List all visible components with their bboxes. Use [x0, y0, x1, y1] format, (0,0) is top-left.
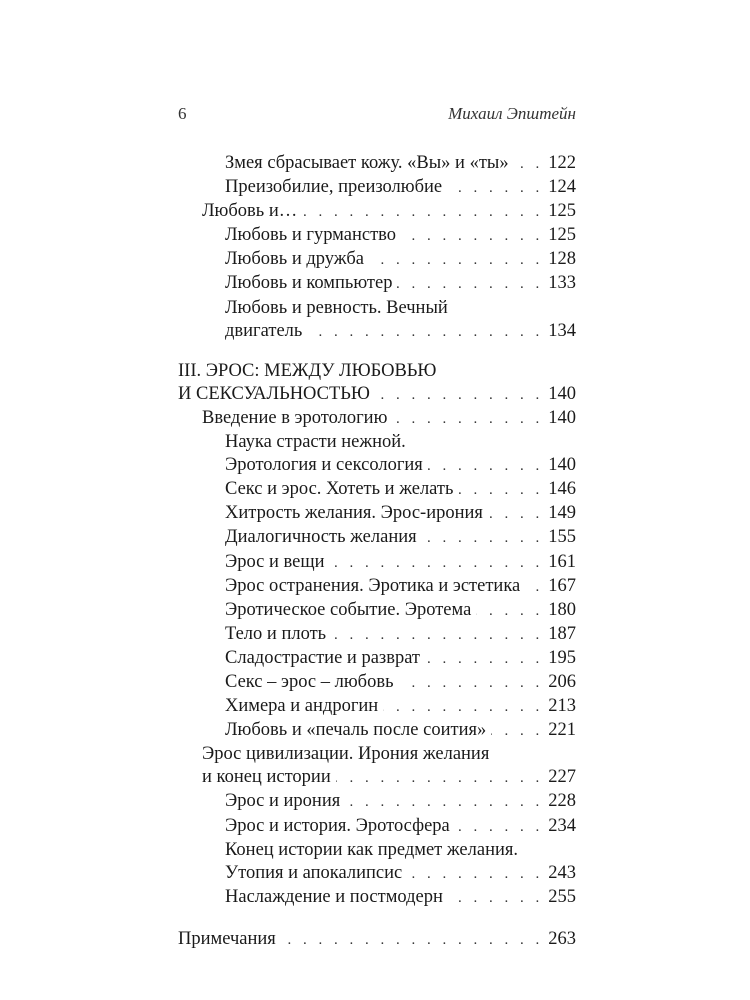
toc-entry-title: Сладострастие и разврат	[225, 647, 421, 668]
toc-entry	[178, 862, 576, 886]
toc-entry-page: 180	[548, 599, 576, 620]
toc-entry-page: 167	[548, 575, 576, 596]
dot-leader	[330, 552, 544, 575]
toc-entry-page: 155	[548, 527, 576, 548]
toc-entry-page: 140	[548, 407, 576, 428]
toc-entry-title: Преизобилие, преизолюбие	[225, 177, 443, 198]
toc-entry-page: 125	[548, 201, 576, 222]
dot-leader	[491, 720, 543, 743]
toc-entry	[178, 272, 576, 296]
toc-entry-page: 228	[548, 791, 576, 812]
toc-part-heading	[178, 383, 576, 407]
dot-leader	[302, 201, 543, 224]
toc-entry	[178, 478, 576, 502]
toc-entry	[178, 407, 576, 431]
toc-entry-title: Химера и андрогин	[225, 696, 379, 717]
toc-entry-page: 140	[548, 455, 576, 476]
toc-entry-title: Секс – эрос – любовь	[225, 671, 394, 692]
toc-entry	[178, 790, 576, 814]
toc-entry	[178, 671, 576, 695]
toc-entry	[178, 886, 576, 910]
toc-entry-title: Эрос и ирония	[225, 791, 341, 812]
toc-entry-title: Хитрость желания. Эрос-ирония	[225, 503, 483, 524]
toc-entry-page: 234	[548, 815, 576, 836]
toc-entry-title: двигатель	[225, 320, 303, 341]
toc-entry-title: Любовь и «печаль после соития»	[225, 720, 487, 741]
dot-leader	[455, 816, 543, 839]
dot-leader	[383, 696, 543, 719]
dot-leader	[428, 455, 543, 478]
running-header	[178, 104, 576, 124]
toc-entry	[178, 320, 576, 344]
running-head-author: Михаил Эпштейн	[448, 104, 576, 123]
toc-entry-title: Утопия и апокалипсис	[225, 862, 403, 883]
dot-leader	[458, 479, 543, 502]
dot-leader	[488, 503, 543, 526]
toc-entry	[178, 695, 576, 719]
toc-entry-page: 227	[548, 767, 576, 788]
toc-entry	[178, 551, 576, 575]
toc-entry	[178, 248, 576, 272]
toc-entry	[178, 719, 576, 743]
toc-entry-title: Тело и плоть	[225, 623, 327, 644]
toc-entry	[178, 152, 576, 176]
toc-entry	[178, 224, 576, 248]
toc-entry-page: 243	[548, 862, 576, 883]
dot-leader	[375, 384, 543, 407]
toc-entry-page: 125	[548, 225, 576, 246]
toc-entry-line: Конец истории как предмет желания.	[225, 839, 519, 860]
toc-entry-title: Любовь и гурманство	[225, 225, 397, 246]
toc-entry-title: Любовь и дружба	[225, 249, 364, 270]
toc-entry-title: Любовь и…	[202, 201, 298, 222]
toc-entry-page: 221	[548, 720, 576, 741]
toc-entry-title: Эрос и история. Эротосфера	[225, 815, 450, 836]
toc-entry-title: Наслаждение и постмодерн	[225, 886, 443, 907]
dot-leader	[397, 273, 543, 296]
toc-entry-title: Диалогичность желания	[225, 527, 417, 548]
toc-entry-title: Секс и эрос. Хотеть и желать	[225, 479, 454, 500]
toc-entry-title: Эротология и сексология	[225, 455, 423, 476]
toc-entry-page: 255	[548, 886, 576, 907]
toc-entry-title: Введение в эротологию	[202, 407, 388, 428]
dot-leader	[422, 527, 544, 550]
toc-entry-page: 134	[548, 320, 576, 341]
toc-entry-title: Эротическое событие. Эротема	[225, 599, 472, 620]
dot-leader	[447, 177, 543, 200]
dot-leader	[281, 929, 543, 952]
dot-leader	[476, 600, 543, 623]
toc-entry	[178, 815, 576, 839]
dot-leader	[399, 672, 544, 695]
toc-entry-page: 128	[548, 249, 576, 270]
toc-entry	[178, 599, 576, 623]
dot-leader	[392, 408, 543, 431]
toc-entry-page: 124	[548, 177, 576, 198]
toc-entry-title: Эрос остранения. Эротика и эстетика	[225, 575, 521, 596]
toc-entry-page: 140	[548, 383, 576, 404]
dot-leader	[407, 863, 543, 886]
toc-entry-notes	[178, 928, 576, 952]
toc-entry-page: 206	[548, 671, 576, 692]
toc-entry-line: Любовь и ревность. Вечный	[225, 297, 448, 318]
dot-leader	[448, 887, 543, 910]
toc-entry-page: 149	[548, 503, 576, 524]
toc-entry-title: Любовь и компьютер	[225, 273, 393, 294]
table-of-contents	[178, 152, 576, 952]
toc-entry-page: 213	[548, 696, 576, 717]
dot-leader	[425, 648, 543, 671]
toc-entry-page: 122	[548, 153, 576, 173]
toc-entry-page: 195	[548, 647, 576, 668]
toc-entry	[178, 647, 576, 671]
toc-entry	[178, 526, 576, 550]
dot-leader	[336, 767, 544, 790]
dot-leader	[525, 576, 543, 599]
toc-entry-title: и конец истории	[202, 767, 331, 788]
toc-entry-line: Эрос цивилизации. Ирония желания	[202, 744, 490, 765]
toc-entry-page: 133	[548, 273, 576, 294]
dot-leader	[345, 791, 543, 814]
toc-entry	[178, 502, 576, 526]
toc-entry	[178, 766, 576, 790]
toc-entry	[178, 176, 576, 200]
toc-entry-title: Примечания	[178, 928, 276, 949]
toc-entry-title: Эрос и вещи	[225, 551, 325, 572]
dot-leader	[307, 321, 543, 344]
toc-entry-page: 263	[548, 928, 576, 949]
toc-entry-line: Наука страсти нежной.	[225, 432, 406, 453]
toc-entry-page: 161	[548, 551, 576, 572]
toc-entry	[178, 623, 576, 647]
toc-entry-page: 146	[548, 479, 576, 500]
page-number: 6	[178, 104, 187, 123]
toc-entry-title: Змея сбрасывает кожу. «Вы» и «ты»	[225, 153, 509, 173]
toc-entry-page: 187	[548, 623, 576, 644]
toc-entry-title: И СЕКСУАЛЬНОСТЬЮ	[178, 383, 370, 404]
toc-entry	[178, 200, 576, 224]
toc-entry	[178, 454, 576, 478]
toc-part-heading-line: III. ЭРОС: МЕЖДУ ЛЮБОВЬЮ	[178, 360, 437, 381]
dot-leader	[331, 624, 543, 647]
dot-leader	[401, 225, 543, 248]
dot-leader	[514, 153, 544, 176]
dot-leader	[369, 249, 543, 272]
toc-entry	[178, 575, 576, 599]
